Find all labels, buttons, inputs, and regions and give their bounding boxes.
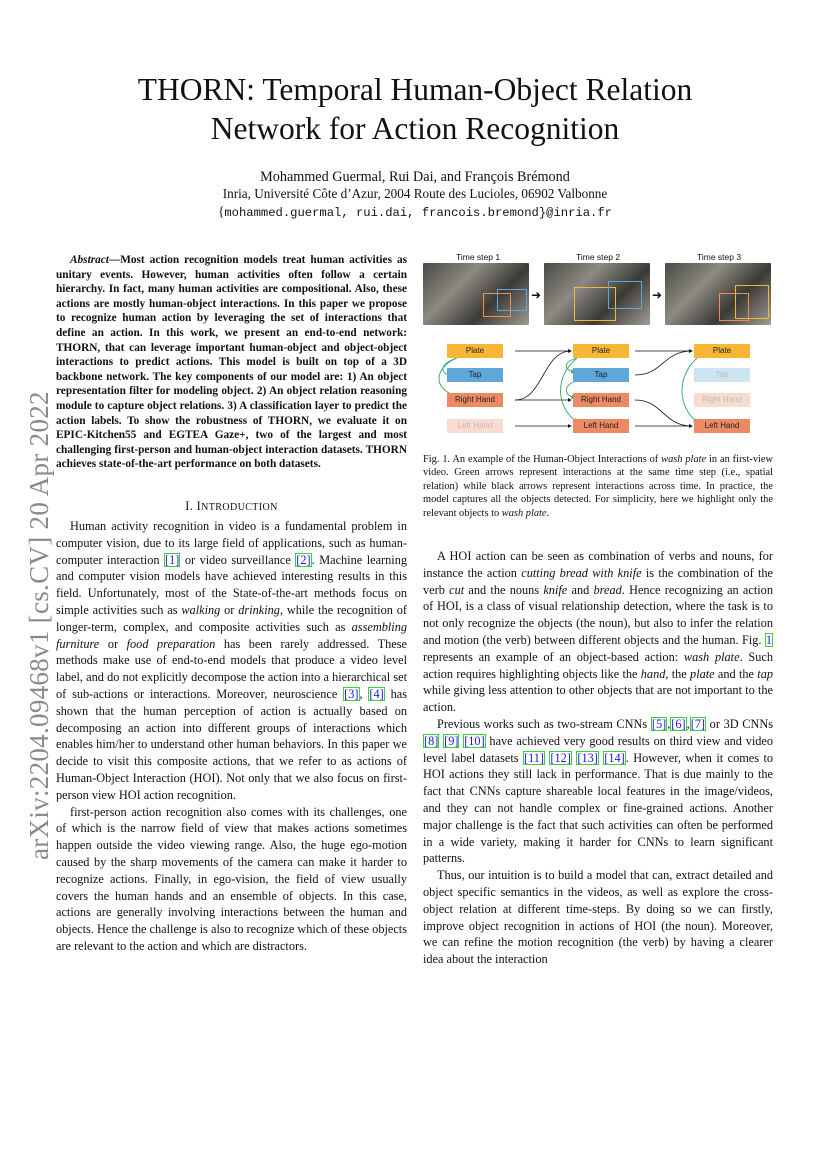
frame-image-2 [544,263,650,325]
intro-paragraph-1: Human activity recognition in video is a fundamental problem in computer vision, due to its large field of applications, such as human-computer interaction [1] or video surveillance [2]. Machine learning and computer vision models have achieved interesting results in this field. Unfortunately, most of the State-of-the-art methods focus on simple activities such as walking or drinking, while the recognition of longer-term, complex, and composite activities such as assembling furniture or food preparation has been rarely addressed. These methods make use of end-to-end models that produce a video level label, and do not explicitly decompose the action into a hierarchical set of sub-actions or interactions. Moreover, neuroscience [3], [4] has shown that the human perception of action is actually based on decomposing an action into different groups of interactions which enables him/her to understand other human behaviors. In this paper we decide to visit this composite actions, that we refer to as actions of Human-Object Interaction (HOI). Not only that we also focus on first-person view HOI action recognition. [56,519,407,802]
node-plate: Plate [694,344,750,358]
citation-link[interactable]: [1] [165,552,180,567]
bbox-tap [608,281,642,309]
node-left-hand: Left Hand [447,419,503,433]
right-paragraph-3: Thus, our intuition is to build a model that can, extract detailed and object specific semantics in the videos, as well as explore the cross-object relation at different time-steps. By doing so we can firstly, improve object recognition in actions of HOI (the noun). Moreover, we can refine the motion recognition (the verb) by having a clearer idea about the interaction [423,868,773,967]
time-step-label: Time step 1 [456,252,501,262]
arxiv-identifier: arXiv:2204.09468v1 [cs.CV] 20 Apr 2022 [24,391,54,860]
paper-title [60,70,770,148]
title-line-1: THORN: Temporal Human-Object Relation [137,72,693,107]
node-left-hand: Left Hand [573,419,629,433]
citation-link[interactable]: [4] [369,686,384,701]
title-line-2: Network for Action Recognition [210,111,620,146]
node-tap: Tap [573,368,629,382]
temporal-arrow [515,351,571,400]
frame-image-3 [665,263,771,325]
time-arrow-icon: ➜ [531,288,542,302]
citation-link[interactable]: [8] [424,733,439,748]
citation-link[interactable]: [7] [690,716,706,731]
figure-link[interactable]: 1 [765,632,772,647]
right-column-body [423,548,773,968]
abstract-label: Abstract [70,254,109,266]
citation-link[interactable]: [11] [523,750,544,765]
right-paragraph-1: A HOI action can be seen as combination of verbs and nouns, for instance the action cutting bread with knife is the combination of the verb cut and the nouns knife and bread. Hence recognizing an action of HOI, is a class of visual relationship detection, where the task is to not only recognize the objects (the noun), but also to infer the relation and motion (the verb) between different objects and the human. Fig. 1 represents an example of an object-based action: wash plate. Such action requires highlighting objects like the hand, the plate and the tap while giving less attention to other objects that are not important to the action. [423,549,773,715]
section-title-rest: NTRODUCTION [201,502,278,513]
email-domain: }@inria.fr [538,206,612,220]
node-left-hand: Left Hand [694,419,750,433]
email[interactable] [60,204,770,220]
node-tap: Tap [447,368,503,382]
right-paragraph-2: Previous works such as two-stream CNNs [5],[6],[7] or 3D CNNs [8] [9] [10] have achieved very good results on third view and video level label datasets [11] [12] [13] [14]. However, when it comes to HOI actions they still lack in performance. That is due mainly to the fact that CNNs capture shareable local features in the image/videos, and they can not handle complex or fine-grained actions. Another major challenge is the fact that such activities can often be performed in a wide variety, making it harder for CNNs to learn significant patterns. [423,716,774,866]
node-right-hand: Right Hand [694,393,750,407]
time-step-label: Time step 2 [576,252,621,262]
email-names: mohammed.guermal, rui.dai, francois.bremond [224,206,539,220]
time-arrow-icon: ➜ [652,288,663,302]
section-heading-introduction [56,499,407,514]
citation-link[interactable]: [10] [464,733,485,748]
caption-label: Fig. 1. [423,454,451,465]
introduction-body [56,518,407,955]
email-brace-open: { [218,204,225,219]
bbox-tap [497,289,527,311]
citation-link[interactable]: [3] [344,686,359,701]
bbox-plate [735,285,769,319]
citation-link[interactable]: [14] [604,750,625,765]
citation-link[interactable]: [6] [671,716,686,731]
figure-caption: Fig. 1. An example of the Human-Object Interactions of wash plate in an first-view video. Green arrows represent interactions at the same time step (i.e., spatial relation) while black arrows represent interactions across time. In practice, the model captures all the objects detected. For simplicity, here we highlight only the relevant objects to wash plate. [423,454,774,519]
node-tap: Tap [694,368,750,382]
node-plate: Plate [573,344,629,358]
node-plate: Plate [447,344,503,358]
citation-link[interactable]: [2] [296,552,311,567]
citation-link[interactable]: [13] [577,750,598,765]
node-right-hand: Right Hand [447,393,503,407]
abstract-text: —Most action recognition models treat human activities as unitary events. However, human activities often follow a certain hierarchy. In fact, many human activities are compositional. Also, these actions are mostly human-object interactions. In this paper we propose to recognize human action by leveraging the set of interactions that define an action. In this work, we present an end-to-end network: THORN, that can leverage important human-object and object-object interactions to predict actions. This model is built on top of a 3D backbone network. The key components of our model are: 1) An object representation filter for modeling object. 2) An object relation reasoning module to capture object relations. 3) A classification layer to predict the action labels. To show the robustness of THORN, we evaluate it on EPIC-Kitchen55 and EGTEA Gaze+, two of the largest and most challenging first-person and human-object interaction datasets. THORN achieves state-of-the-art performance on both datasets. [56,254,407,471]
citation-link[interactable]: [5] [651,716,667,731]
time-step-label: Time step 3 [697,252,742,262]
temporal-arrow [635,400,692,426]
frame-image-1 [423,263,529,325]
temporal-arrow [635,351,692,375]
node-right-hand: Right Hand [573,393,629,407]
citation-link[interactable]: [12] [550,750,571,765]
section-title-initial: I [196,499,202,513]
intro-paragraph-2: first-person action recognition also comes with its challenges, one of which is the narrow field of view that makes actions sometimes happen outside the video viewing range. Also, the huge ego-motion caused by the sharp movements of the camera can make it harder to recognize actions. Finally, in ego-vision, the field of view usually covers the human hands and an ensemble of objects. In this case, actions are generally involving interactions between the human and objects. Hence the challenge is also to recognize which of these objects are relevant to the action and which are distractors. [56,804,408,953]
citation-link[interactable]: [9] [444,733,459,748]
abstract [56,253,407,472]
authors: Mohammed Guermal, Rui Dai, and François Brémond [260,169,570,185]
affiliation: Inria, Université Côte d’Azur, 2004 Route des Lucioles, 06902 Valbonne [222,186,608,201]
section-number: I. [185,499,194,513]
